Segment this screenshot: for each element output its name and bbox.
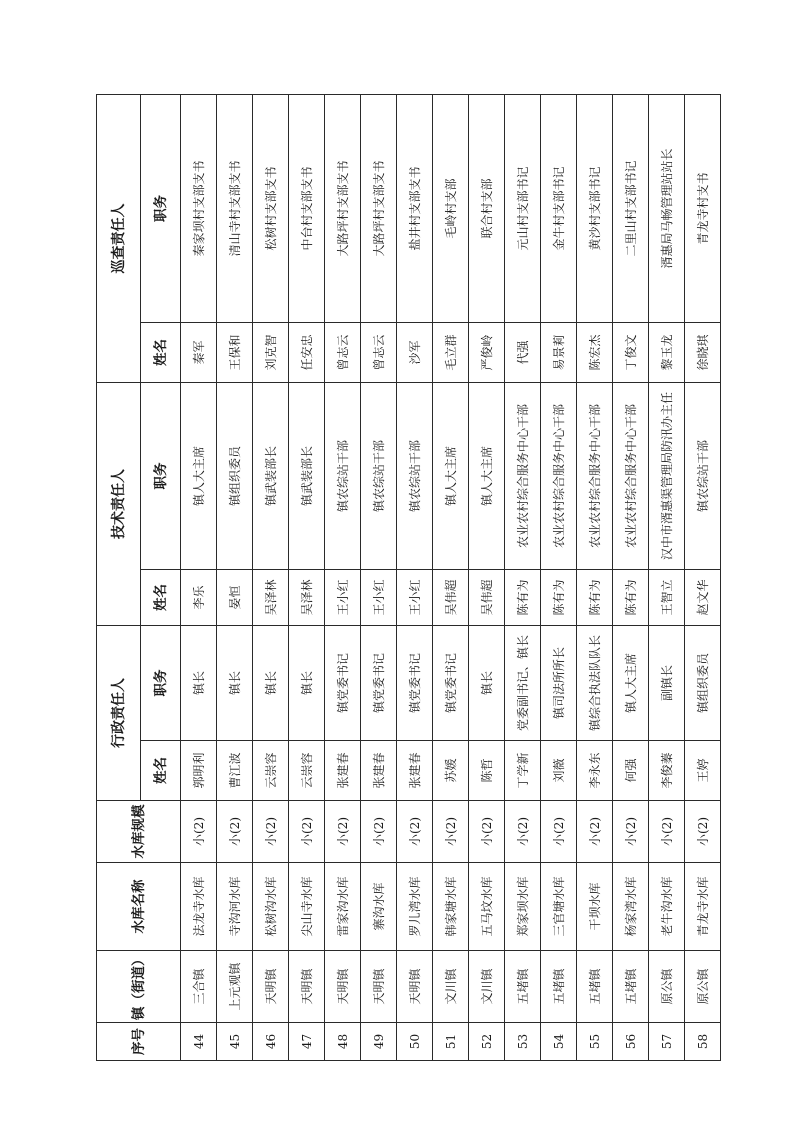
admin-title-cell: 镇长 <box>253 626 289 741</box>
tech-name-cell: 吴伟超 <box>469 570 505 626</box>
reservoir-cell: 雷家沟水库 <box>325 863 361 951</box>
tech-name-header: 姓名 <box>141 570 181 626</box>
admin-name-cell: 曹江波 <box>217 741 253 801</box>
town-cell: 五堵镇 <box>541 951 577 1023</box>
table-row <box>613 95 649 1061</box>
table-row <box>181 95 217 1061</box>
admin-name-cell: 张建春 <box>361 741 397 801</box>
reservoir-cell: 寨沟水库 <box>361 863 397 951</box>
patrol-title-header: 职务 <box>141 95 181 323</box>
admin-title-cell: 镇党委书记 <box>361 626 397 741</box>
patrol-name-cell: 代强 <box>505 323 541 383</box>
admin-name-cell: 王婷 <box>685 741 721 801</box>
tech-header: 技术责任人 <box>97 383 141 626</box>
table-row <box>325 95 361 1061</box>
patrol-name-cell: 徐晓琪 <box>685 323 721 383</box>
tech-title-cell: 镇武装部长 <box>253 383 289 570</box>
patrol-name-cell: 易景莉 <box>541 323 577 383</box>
admin-name-cell: 刘薇 <box>541 741 577 801</box>
reservoir-cell: 老牛沟水库 <box>649 863 685 951</box>
reservoir-cell: 罗儿湾水库 <box>397 863 433 951</box>
tech-name-cell: 陈有为 <box>505 570 541 626</box>
admin-title-cell: 镇党委书记 <box>433 626 469 741</box>
seq-cell: 45 <box>217 1023 253 1061</box>
reservoir-cell: 五马坟水库 <box>469 863 505 951</box>
patrol-title-cell: 盐井村支部支书 <box>397 95 433 323</box>
seq-cell: 56 <box>613 1023 649 1061</box>
table-row <box>577 95 613 1061</box>
seq-cell: 47 <box>289 1023 325 1061</box>
table-row <box>433 95 469 1061</box>
reservoir-cell: 杨家湾水库 <box>613 863 649 951</box>
table-row <box>397 95 433 1061</box>
patrol-title-cell: 黄沙村支部书记 <box>577 95 613 323</box>
town-cell: 天明镇 <box>289 951 325 1023</box>
town-cell: 原公镇 <box>649 951 685 1023</box>
town-cell: 原公镇 <box>685 951 721 1023</box>
tech-title-cell: 镇农综站干部 <box>685 383 721 570</box>
table-row <box>649 95 685 1061</box>
reservoir-cell: 松树沟水库 <box>253 863 289 951</box>
admin-title-cell: 镇长 <box>217 626 253 741</box>
tech-name-cell: 李乐 <box>181 570 217 626</box>
seq-header: 序号 <box>97 1023 181 1061</box>
tech-title-cell: 镇农综站干部 <box>397 383 433 570</box>
tech-name-cell: 王小红 <box>397 570 433 626</box>
seq-cell: 48 <box>325 1023 361 1061</box>
tech-title-cell: 农业农村综合服务中心干部 <box>577 383 613 570</box>
tech-name-cell: 吴泽林 <box>289 570 325 626</box>
tech-name-cell: 吴泽林 <box>253 570 289 626</box>
scale-cell: 小(2) <box>541 801 577 863</box>
admin-name-cell: 张建春 <box>397 741 433 801</box>
tech-name-cell: 晏恒 <box>217 570 253 626</box>
patrol-title-cell: 清山寺村支部支书 <box>217 95 253 323</box>
town-header: 镇（街道） <box>97 951 181 1023</box>
patrol-title-cell: 大路坪村支部支书 <box>325 95 361 323</box>
table-body <box>181 95 721 1061</box>
patrol-name-cell: 沙军 <box>397 323 433 383</box>
town-cell: 天明镇 <box>325 951 361 1023</box>
town-cell: 五堵镇 <box>613 951 649 1023</box>
admin-title-cell: 镇长 <box>289 626 325 741</box>
seq-cell: 54 <box>541 1023 577 1061</box>
seq-cell: 53 <box>505 1023 541 1061</box>
tech-title-cell: 镇人大主席 <box>433 383 469 570</box>
admin-title-header: 职务 <box>141 626 181 741</box>
seq-cell: 50 <box>397 1023 433 1061</box>
patrol-title-cell: 金牛村支部书记 <box>541 95 577 323</box>
town-cell: 文川镇 <box>469 951 505 1023</box>
scale-cell: 小(2) <box>361 801 397 863</box>
admin-name-cell: 苏媛 <box>433 741 469 801</box>
admin-name-cell: 李俊蓁 <box>649 741 685 801</box>
seq-cell: 49 <box>361 1023 397 1061</box>
patrol-header: 巡查责任人 <box>97 95 141 383</box>
town-cell: 文川镇 <box>433 951 469 1023</box>
scale-cell: 小(2) <box>289 801 325 863</box>
scale-cell: 小(2) <box>253 801 289 863</box>
patrol-name-header: 姓名 <box>141 323 181 383</box>
patrol-name-cell: 黎玉龙 <box>649 323 685 383</box>
seq-cell: 46 <box>253 1023 289 1061</box>
seq-cell: 52 <box>469 1023 505 1061</box>
admin-title-cell: 镇党委书记 <box>397 626 433 741</box>
scale-header: 水库规模 <box>97 801 181 863</box>
patrol-title-cell: 大路坪村支部支书 <box>361 95 397 323</box>
tech-name-cell: 陈有为 <box>577 570 613 626</box>
scale-cell: 小(2) <box>649 801 685 863</box>
patrol-title-cell: 湑惠局马畅管理站站长 <box>649 95 685 323</box>
town-cell: 五堵镇 <box>577 951 613 1023</box>
seq-cell: 44 <box>181 1023 217 1061</box>
tech-name-cell: 王小红 <box>325 570 361 626</box>
admin-title-cell: 镇司法所所长 <box>541 626 577 741</box>
scale-cell: 小(2) <box>397 801 433 863</box>
patrol-name-cell: 严俊岭 <box>469 323 505 383</box>
patrol-title-cell: 青龙寺村支书 <box>685 95 721 323</box>
scale-cell: 小(2) <box>505 801 541 863</box>
tech-title-cell: 农业农村综合服务中心干部 <box>613 383 649 570</box>
seq-cell: 51 <box>433 1023 469 1061</box>
patrol-title-cell: 秦家坝村支部支书 <box>181 95 217 323</box>
scale-cell: 小(2) <box>181 801 217 863</box>
scale-cell: 小(2) <box>325 801 361 863</box>
table-row <box>217 95 253 1061</box>
reservoir-cell: 郑家坝水库 <box>505 863 541 951</box>
tech-title-cell: 农业农村综合服务中心干部 <box>505 383 541 570</box>
tech-name-cell: 吴伟超 <box>433 570 469 626</box>
table-row <box>361 95 397 1061</box>
table-row <box>469 95 505 1061</box>
tech-name-cell: 王智立 <box>649 570 685 626</box>
admin-title-cell: 镇组织委员 <box>685 626 721 741</box>
patrol-title-cell: 松树村支部支书 <box>253 95 289 323</box>
reservoir-cell: 寺沟河水库 <box>217 863 253 951</box>
admin-name-cell: 陈哲 <box>469 741 505 801</box>
tech-name-cell: 王小红 <box>361 570 397 626</box>
admin-title-cell: 副镇长 <box>649 626 685 741</box>
town-cell: 天明镇 <box>253 951 289 1023</box>
admin-name-cell: 丁学新 <box>505 741 541 801</box>
tech-title-cell: 农业农村综合服务中心干部 <box>541 383 577 570</box>
admin-title-cell: 镇人大主席 <box>613 626 649 741</box>
reservoir-cell: 青龙寺水库 <box>685 863 721 951</box>
admin-name-cell: 张建春 <box>325 741 361 801</box>
reservoir-cell: 尖山寺水库 <box>289 863 325 951</box>
patrol-title-cell: 中台村支部支书 <box>289 95 325 323</box>
tech-title-cell: 镇农综站干部 <box>361 383 397 570</box>
tech-title-cell: 镇人大主席 <box>469 383 505 570</box>
town-cell: 天明镇 <box>397 951 433 1023</box>
tech-name-cell: 陈有为 <box>613 570 649 626</box>
patrol-name-cell: 曾志云 <box>325 323 361 383</box>
reservoir-cell: 三官塘水库 <box>541 863 577 951</box>
town-cell: 五堵镇 <box>505 951 541 1023</box>
tech-title-cell: 镇农综站干部 <box>325 383 361 570</box>
seq-cell: 58 <box>685 1023 721 1061</box>
patrol-name-cell: 秦军 <box>181 323 217 383</box>
seq-cell: 57 <box>649 1023 685 1061</box>
patrol-name-cell: 王保和 <box>217 323 253 383</box>
admin-name-cell: 云崇容 <box>289 741 325 801</box>
patrol-name-cell: 毛立群 <box>433 323 469 383</box>
table-row <box>253 95 289 1061</box>
patrol-title-cell: 二里山村支部书记 <box>613 95 649 323</box>
town-cell: 天明镇 <box>361 951 397 1023</box>
reservoir-header: 水库名称 <box>97 863 181 951</box>
tech-name-cell: 陈有为 <box>541 570 577 626</box>
table-row <box>541 95 577 1061</box>
scale-cell: 小(2) <box>433 801 469 863</box>
scale-cell: 小(2) <box>469 801 505 863</box>
admin-name-cell: 云崇容 <box>253 741 289 801</box>
table-row <box>685 95 721 1061</box>
patrol-name-cell: 任安忠 <box>289 323 325 383</box>
table-row <box>505 95 541 1061</box>
patrol-name-cell: 刘克智 <box>253 323 289 383</box>
town-cell: 三合镇 <box>181 951 217 1023</box>
patrol-name-cell: 陈宏杰 <box>577 323 613 383</box>
admin-name-cell: 李永东 <box>577 741 613 801</box>
reservoir-cell: 法龙寺水库 <box>181 863 217 951</box>
admin-title-cell: 镇综合执法队队长 <box>577 626 613 741</box>
seq-cell: 55 <box>577 1023 613 1061</box>
admin-title-cell: 党委副书记、镇长 <box>505 626 541 741</box>
scale-cell: 小(2) <box>217 801 253 863</box>
responsibility-table <box>96 94 721 1061</box>
admin-name-cell: 郭明利 <box>181 741 217 801</box>
scale-cell: 小(2) <box>613 801 649 863</box>
header-row-1 <box>97 95 141 1061</box>
tech-title-cell: 镇人大主席 <box>181 383 217 570</box>
rotated-page <box>96 95 710 1061</box>
tech-title-cell: 汉中市湑惠渠管理局防汛办主任 <box>649 383 685 570</box>
table-row <box>289 95 325 1061</box>
scale-cell: 小(2) <box>685 801 721 863</box>
admin-name-header: 姓名 <box>141 741 181 801</box>
reservoir-cell: 干坝水库 <box>577 863 613 951</box>
town-cell: 上元观镇 <box>217 951 253 1023</box>
admin-header: 行政责任人 <box>97 626 141 801</box>
patrol-name-cell: 曾志云 <box>361 323 397 383</box>
patrol-name-cell: 丁俊文 <box>613 323 649 383</box>
admin-title-cell: 镇党委书记 <box>325 626 361 741</box>
admin-title-cell: 镇长 <box>469 626 505 741</box>
tech-title-header: 职务 <box>141 383 181 570</box>
scale-cell: 小(2) <box>577 801 613 863</box>
patrol-title-cell: 联合村支部 <box>469 95 505 323</box>
admin-title-cell: 镇长 <box>181 626 217 741</box>
patrol-title-cell: 元山村支部书记 <box>505 95 541 323</box>
tech-title-cell: 镇组织委员 <box>217 383 253 570</box>
patrol-title-cell: 毛岭村支部 <box>433 95 469 323</box>
reservoir-cell: 韩家塘水库 <box>433 863 469 951</box>
tech-name-cell: 赵文华 <box>685 570 721 626</box>
tech-title-cell: 镇武装部长 <box>289 383 325 570</box>
admin-name-cell: 何强 <box>613 741 649 801</box>
